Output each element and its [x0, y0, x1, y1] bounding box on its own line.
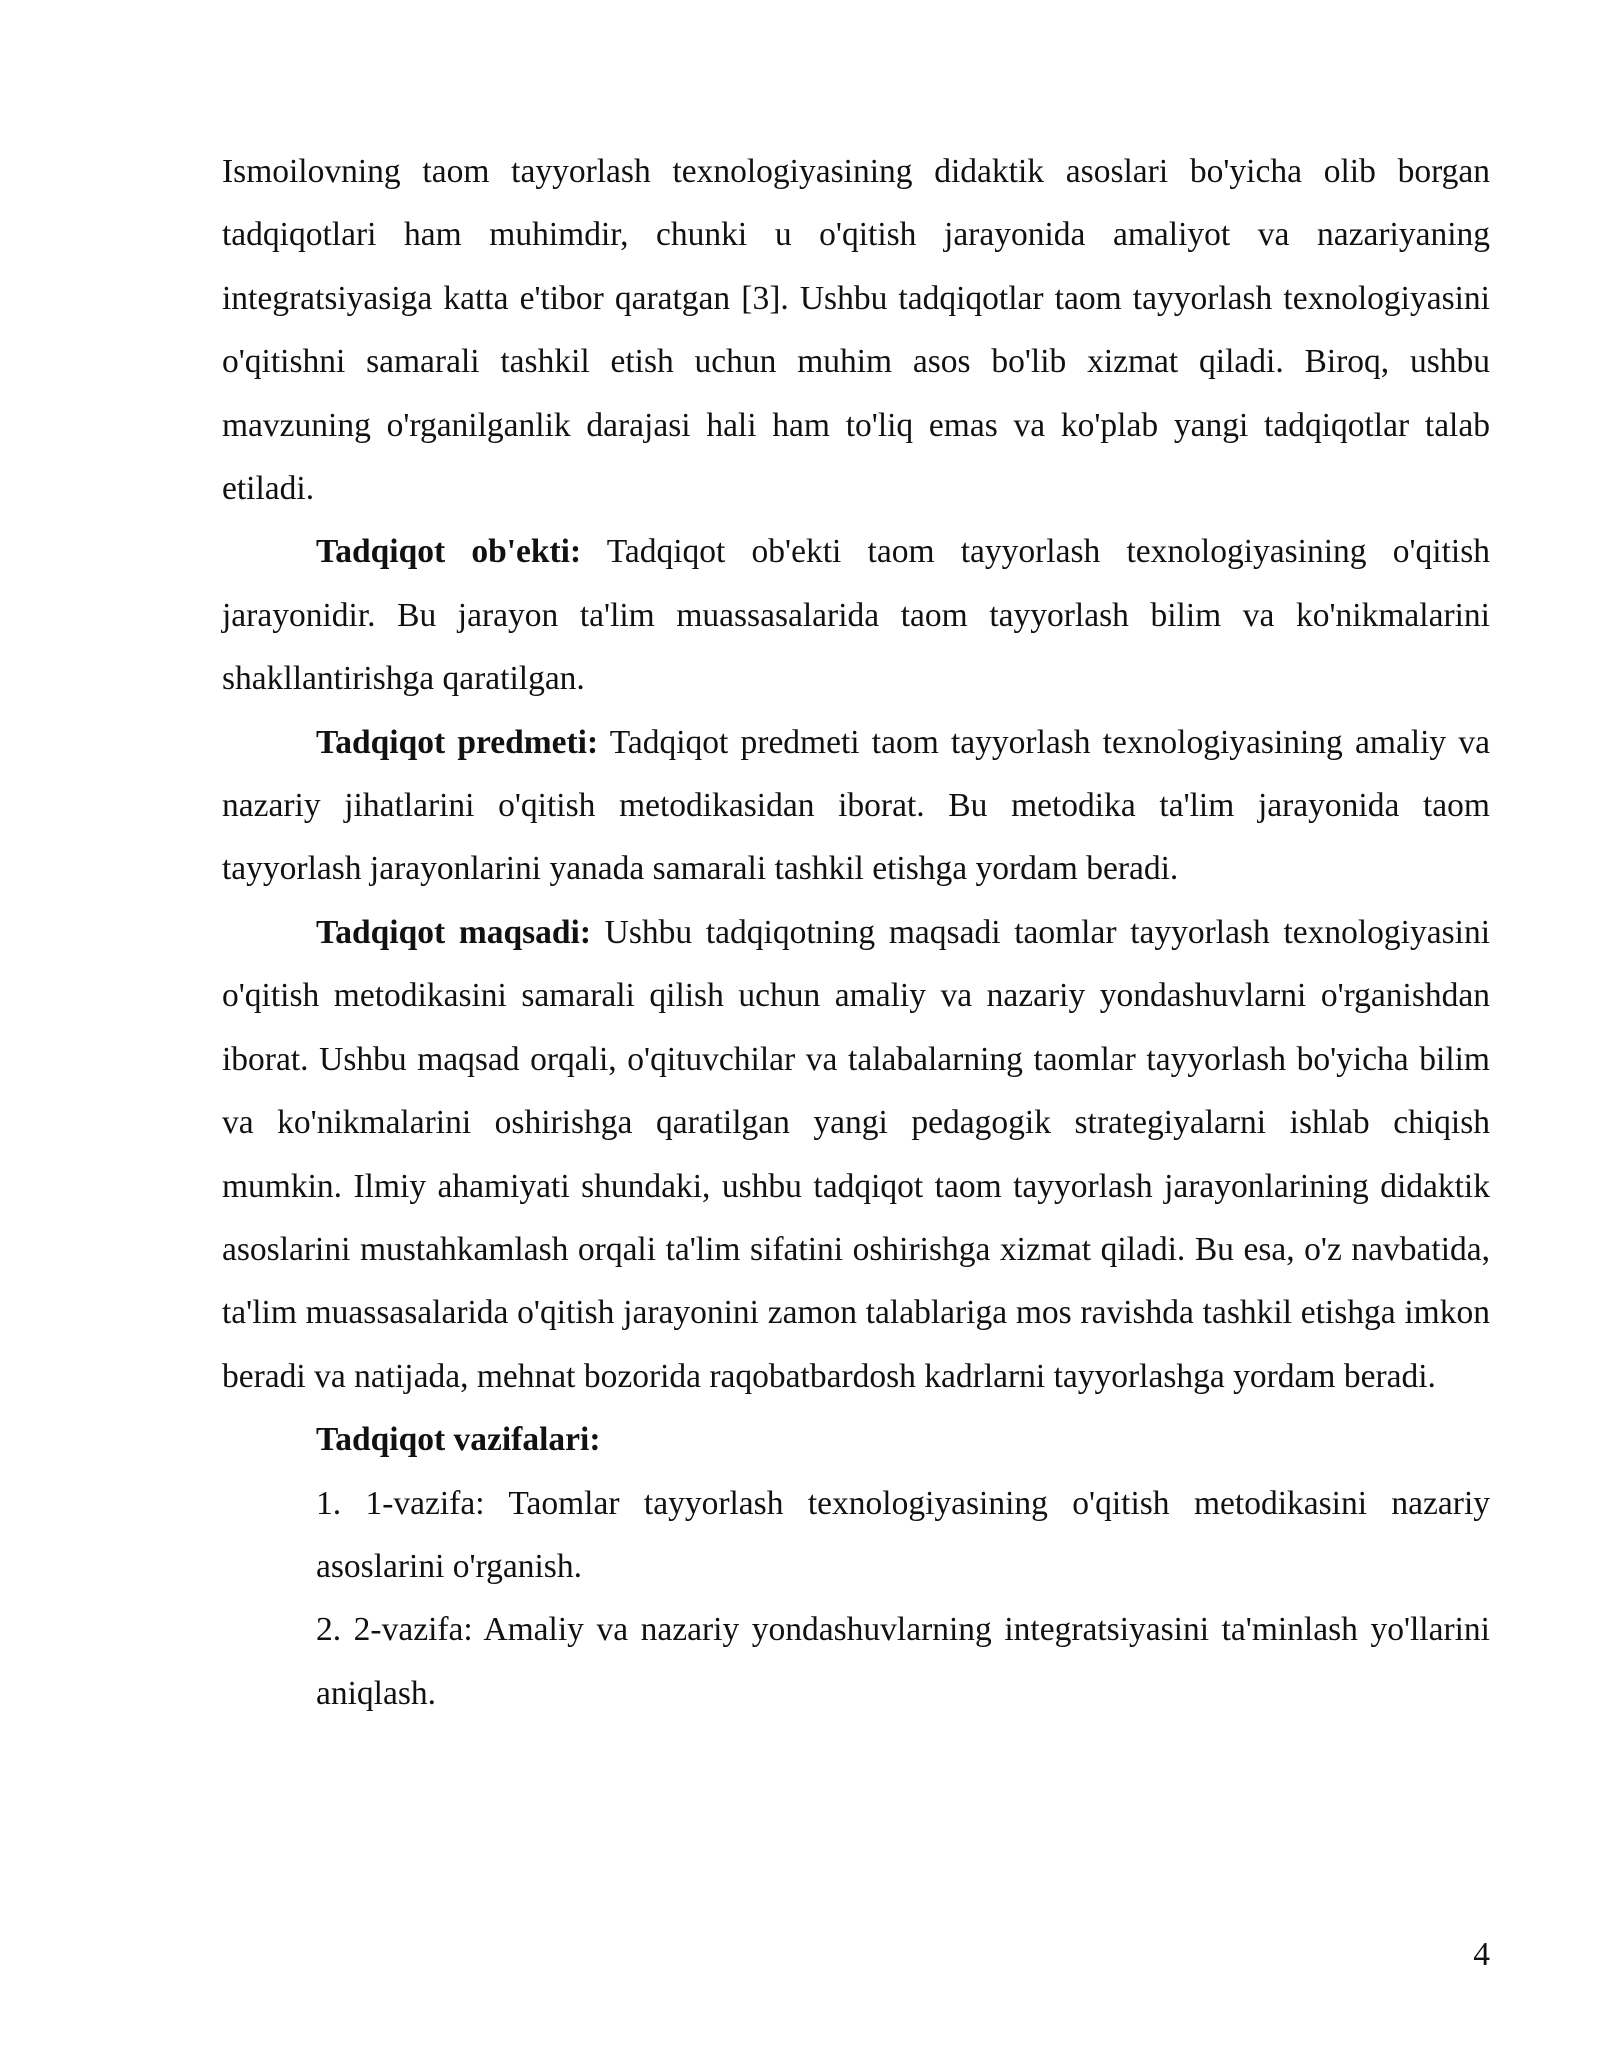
subject-paragraph: [222, 711, 1490, 901]
task-item-2: 2. 2-vazifa: Amaliy va nazariy yondashuvlarning integratsiyasini ta'minlash yo'llarini aniqlash.: [316, 1611, 1490, 1712]
intro-paragraph: Ismoilovning taom tayyorlash texnologiyasining didaktik asoslari bo'yicha olib borgan tadqiqotlari ham muhimdir, chunki u o'qitish jarayonida amaliyot va nazariyaning integratsiyasiga katta e'tibor qaratgan [3]. Ushbu tadqiqotlar taom tayyorlash texnologiyasini o'qitishni samarali tashkil etish uchun muhim asos bo'lib xizmat qiladi. Biroq, ushbu mavzuning o'rganilganlik darajasi hali ham to'liq emas va ko'plab yangi tadqiqotlar talab etiladi.: [222, 153, 1490, 508]
subject-text: Tadqiqot predmeti taom tayyorlash texnologiyasining amaliy va nazariy jihatlarini o'qitish metodikasidan iborat. Bu metodika ta'lim jarayonida taom tayyorlash jarayonlarini yanada samarali tashkil etishga yordam beradi.: [222, 723, 1490, 888]
goal-paragraph: [222, 901, 1490, 1408]
document-page: [222, 140, 1490, 1725]
tasks-heading: Tadqiqot vazifalari:: [316, 1421, 601, 1459]
object-paragraph: [222, 520, 1490, 710]
task-item-1: 1. 1-vazifa: Taomlar tayyorlash texnologiyasining o'qitish metodikasini nazariy asoslarini o'rganish.: [316, 1484, 1490, 1585]
object-text: Tadqiqot ob'ekti taom tayyorlash texnologiyasining o'qitish jarayonidir. Bu jarayon ta'lim muassasalarida taom tayyorlash bilim va ko'nikmalarini shakllantirishga qaratilgan.: [222, 533, 1490, 698]
page-number: 4: [1473, 1936, 1490, 1973]
goal-label: Tadqiqot maqsadi:: [316, 913, 591, 951]
subject-label: Tadqiqot predmeti:: [316, 723, 599, 761]
object-label: Tadqiqot ob'ekti:: [316, 533, 582, 571]
goal-text: Ushbu tadqiqotning maqsadi taomlar tayyorlash texnologiyasini o'qitish metodikasini samarali qilish uchun amaliy va nazariy yondashuvlarni o'rganishdan iborat. Ushbu maqsad orqali, o'qituvchilar va talabalarning taomlar tayyorlash bo'yicha bilim va ko'nikmalarini oshirishga qaratilgan yangi pedagogik strategiyalarni ishlab chiqish mumkin. Ilmiy ahamiyati shundaki, ushbu tadqiqot taom tayyorlash jarayonlarining didaktik asoslarini mustahkamlash orqali ta'lim sifatini oshirishga xizmat qiladi. Bu esa, o'z navbatida, ta'lim muassasalarida o'qitish jarayonini zamon talablariga mos ravishda tashkil etishga imkon beradi va natijada, mehnat bozorida raqobatbardosh kadrlarni tayyorlashga yordam beradi.: [222, 913, 1490, 1395]
